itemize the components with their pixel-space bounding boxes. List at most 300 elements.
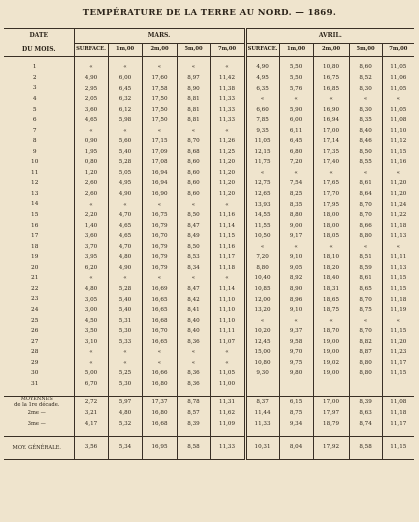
table-cell-avril: 8,61 (349, 179, 382, 190)
day-number: 12 (4, 179, 74, 190)
table-cell-avril: 11,18 (390, 296, 407, 303)
table-cell-avril: 5,76 (279, 84, 313, 95)
table-cell-mars: 8,60 (177, 158, 210, 169)
table-cell-mars: 8,81 (177, 95, 210, 106)
date-header-line2: DU MOIS. (22, 45, 56, 53)
table-cell-mars: 5,25 (108, 369, 142, 380)
table-cell-avril: 18,00 (313, 221, 349, 232)
table-cell-mars: 5,60 (108, 137, 142, 148)
table-cell-avril: 8,61 (349, 274, 382, 285)
table-cell-avril: « (313, 242, 349, 253)
day-number: 11 (4, 168, 74, 179)
table-cell-avril: 8,74 (349, 419, 382, 430)
table-cell-mars: 11,14 (210, 284, 245, 295)
average-label-text: 2me — (27, 410, 46, 417)
table-cell-mars: 16,66 (142, 369, 177, 380)
day-number: 21 (4, 274, 74, 285)
table-cell-mars: 17,50 (142, 95, 177, 106)
table-cell-mars: 8,40 (177, 327, 210, 338)
table-cell-avril (349, 379, 382, 390)
table-cell-mars: 6,45 (108, 84, 142, 95)
table-cell-avril: « (396, 169, 401, 176)
day-number: 7 (4, 126, 74, 137)
day-number: 17 (4, 232, 74, 243)
table-cell-mars: 11,25 (210, 147, 245, 158)
table-cell-mars: 3,56 (74, 437, 108, 460)
table-cell-mars: « (177, 63, 210, 74)
table-cell-mars: 5,30 (108, 327, 142, 338)
table-cell-avril: 8,90 (279, 284, 313, 295)
table-cell-avril: 17,14 (313, 137, 349, 148)
table-cell-mars: 5,31 (108, 316, 142, 327)
table-cell-mars: « (177, 348, 210, 359)
table-cell-mars: « (142, 348, 177, 359)
date-column-header (4, 29, 74, 57)
table-cell-mars: « (210, 348, 245, 359)
table-cell-mars: 17,08 (142, 158, 177, 169)
table-cell-mars: 4,17 (74, 419, 108, 430)
table-cell-mars: 3,60 (74, 105, 108, 116)
table-cell-mars: « (210, 358, 245, 369)
table-row (4, 232, 414, 243)
table-cell-avril: 11,15 (390, 275, 407, 282)
table-cell-mars: 2,60 (74, 179, 108, 190)
table-cell-mars: 11,05 (210, 369, 245, 380)
table-cell-avril: 8,37 (245, 396, 279, 408)
average-label (4, 419, 74, 430)
col-surface-mars: SURFACE. (74, 44, 108, 57)
table-row (4, 348, 414, 359)
table-cell-avril: 8,50 (349, 147, 382, 158)
table-cell-avril: 11,19 (390, 307, 407, 314)
table-row (4, 295, 414, 306)
table-cell-mars: 11,20 (210, 158, 245, 169)
table-cell-mars: 4,65 (108, 232, 142, 243)
table-cell-avril: 17,70 (313, 190, 349, 201)
table-cell-avril: 11,17 (390, 420, 407, 427)
table-row (4, 221, 414, 232)
table-cell-mars: 4,70 (108, 211, 142, 222)
table-cell-avril: 18,40 (313, 274, 349, 285)
table-cell-mars: 11,26 (210, 137, 245, 148)
table-cell-mars: 4,80 (108, 408, 142, 419)
table-cell-avril: 11,17 (390, 359, 407, 366)
table-cell-mars: « (74, 274, 108, 285)
day-number: 26 (4, 327, 74, 338)
table-cell-avril: 9,10 (279, 253, 313, 264)
table-cell-avril: 8,63 (349, 408, 382, 419)
table-cell-mars: 5,00 (74, 369, 108, 380)
table-cell-avril: « (245, 316, 279, 327)
table-cell-avril: « (396, 96, 401, 103)
table-cell-mars: 8,36 (177, 337, 210, 348)
table-cell-avril: 5,50 (279, 74, 313, 85)
table-cell-avril: 7,20 (279, 158, 313, 169)
table-cell-avril: 8,70 (349, 200, 382, 211)
table-cell-mars: 8,60 (177, 168, 210, 179)
table-cell-mars: 8,97 (177, 74, 210, 85)
table-cell-avril: 8,59 (349, 263, 382, 274)
table-row (4, 168, 414, 179)
day-number: 25 (4, 316, 74, 327)
day-number: 2 (4, 74, 74, 85)
table-cell-mars: 8,90 (177, 84, 210, 95)
table-cell-mars: 11,18 (210, 263, 245, 274)
table-cell-mars: 17,15 (142, 137, 177, 148)
table-row (4, 274, 414, 285)
table-cell-mars: 8,40 (177, 316, 210, 327)
table-cell-avril: 11,05 (390, 85, 407, 92)
day-number: 9 (4, 147, 74, 158)
table-cell-avril: 8,75 (349, 306, 382, 317)
table-cell-mars: 16,68 (142, 419, 177, 430)
table-cell-mars: 1,20 (74, 168, 108, 179)
table-cell-mars: 16,65 (142, 337, 177, 348)
table-cell-avril: 8,65 (349, 284, 382, 295)
table-cell-mars: 11,42 (210, 74, 245, 85)
table-cell-avril: 11,10 (390, 127, 407, 134)
table-cell-avril: « (245, 168, 279, 179)
table-cell-mars: 11,33 (210, 95, 245, 106)
table-cell-avril: 11,08 (382, 396, 414, 408)
table-cell-avril: 4,90 (245, 63, 279, 74)
table-cell-avril: 8,80 (245, 263, 279, 274)
table-cell-avril: 11,55 (245, 221, 279, 232)
table-cell-avril: 4,95 (245, 74, 279, 85)
table-row (4, 316, 414, 327)
table-cell-mars: 17,09 (142, 147, 177, 158)
table-cell-mars: 4,80 (108, 253, 142, 264)
page-title: TEMPÉRATURE DE LA TERRE AU NORD. — 1869. (82, 8, 337, 18)
table-cell-avril: « (396, 317, 401, 324)
table-cell-avril: 9,05 (279, 263, 313, 274)
table-cell-mars: 16,94 (142, 168, 177, 179)
table-cell-mars: « (177, 200, 210, 211)
table-row (4, 190, 414, 201)
table-cell-avril: 11,16 (390, 159, 407, 166)
table-cell-avril: 11,15 (390, 328, 407, 335)
table-cell-avril: 11,11 (390, 254, 407, 261)
table-cell-avril: 9,58 (279, 337, 313, 348)
table-cell-mars: 11,16 (210, 211, 245, 222)
table-cell-mars: 2,72 (74, 396, 108, 408)
month-header-mars: MARS. (74, 29, 245, 44)
table-cell-mars: « (177, 358, 210, 369)
table-cell-mars: 8,81 (177, 116, 210, 127)
table-cell-avril: 9,30 (245, 369, 279, 380)
table-cell-avril: « (313, 95, 349, 106)
table-cell-mars: 16,79 (142, 221, 177, 232)
table-cell-avril: 11,33 (245, 419, 279, 430)
table-cell-mars: « (142, 126, 177, 137)
average-label-text: 3me — (27, 421, 46, 428)
table-cell-avril: 9,00 (279, 221, 313, 232)
col-2m-avril: 2m,00 (313, 44, 349, 57)
table-cell-mars: 8,58 (177, 437, 210, 460)
table-cell-avril: 17,97 (313, 408, 349, 419)
table-cell-avril: 9,10 (279, 306, 313, 317)
table-cell-mars: 8,47 (177, 284, 210, 295)
table-cell-mars: 11,31 (210, 396, 245, 408)
table-cell-avril: 8,40 (349, 126, 382, 137)
table-cell-mars: 6,12 (108, 105, 142, 116)
table-row (4, 84, 414, 95)
table-cell-mars: 17,37 (142, 396, 177, 408)
table-cell-mars: 11,20 (210, 179, 245, 190)
table-cell-mars: 16,79 (142, 263, 177, 274)
table-cell-mars: « (142, 200, 177, 211)
table-cell-mars: 4,90 (108, 190, 142, 201)
table-cell-mars: « (210, 200, 245, 211)
table-cell-avril (313, 379, 349, 390)
table-cell-mars: 16,80 (142, 408, 177, 419)
table-cell-mars: 11,10 (210, 306, 245, 317)
table-cell-mars: « (210, 274, 245, 285)
table-cell-mars: 8,34 (177, 263, 210, 274)
table-cell-avril: 11,24 (390, 201, 407, 208)
table-cell-avril: 8,64 (349, 190, 382, 201)
table-cell-mars: 1,95 (74, 147, 108, 158)
day-number: 4 (4, 95, 74, 106)
table-cell-mars: 11,10 (210, 295, 245, 306)
table-cell-avril: 18,70 (313, 327, 349, 338)
table-cell-avril: 6,80 (279, 147, 313, 158)
table-cell-avril: 8,46 (349, 137, 382, 148)
table-cell-avril: 17,00 (313, 126, 349, 137)
table-cell-avril: 8,70 (349, 211, 382, 222)
table-cell-avril: 6,60 (245, 105, 279, 116)
table-cell-avril: 11,20 (390, 338, 407, 345)
table-cell-mars: 3,70 (74, 242, 108, 253)
table-cell-avril: 18,20 (313, 263, 349, 274)
table-cell-avril: 10,40 (245, 274, 279, 285)
table-cell-mars: 6,32 (108, 95, 142, 106)
day-number: 22 (4, 284, 74, 295)
table-row (4, 358, 414, 369)
table-cell-mars: 6,20 (74, 263, 108, 274)
table-cell-avril: 16,90 (313, 105, 349, 116)
table-cell-mars: 11,62 (210, 408, 245, 419)
day-number: 3 (4, 84, 74, 95)
table-cell-avril: 8,96 (279, 295, 313, 306)
table-cell-mars: 4,65 (74, 116, 108, 127)
table-cell-avril: « (279, 316, 313, 327)
table-cell-avril: 11,06 (390, 75, 407, 82)
average-row (4, 408, 414, 419)
table-cell-avril: 18,65 (313, 295, 349, 306)
table-row (4, 63, 414, 74)
table-cell-mars: 6,00 (108, 74, 142, 85)
table-cell-avril: 13,93 (245, 200, 279, 211)
table-cell-avril: 12,45 (245, 337, 279, 348)
table-cell-mars: 11,14 (210, 221, 245, 232)
general-average-label: MOY. GÉNÉRALE. (4, 437, 74, 460)
table-row (4, 179, 414, 190)
col-surface-avril: SURFACE. (245, 44, 279, 57)
average-label (4, 396, 74, 408)
table-cell-avril: 19,00 (313, 337, 349, 348)
table-cell-avril: 19,00 (313, 348, 349, 359)
table-cell-avril: 17,92 (313, 437, 349, 460)
table-cell-mars: 4,90 (74, 74, 108, 85)
table-cell-mars: 16,65 (142, 306, 177, 317)
table-cell-mars: « (74, 126, 108, 137)
table-cell-avril: 9,75 (279, 358, 313, 369)
table-cell-mars: 5,28 (108, 158, 142, 169)
table-cell-mars: 3,00 (74, 306, 108, 317)
table-row (4, 158, 414, 169)
table-cell-avril: 5,90 (279, 105, 313, 116)
table-cell-mars: 0,80 (74, 158, 108, 169)
table-cell-mars: 6,70 (74, 379, 108, 390)
table-cell-mars: 11,33 (210, 105, 245, 116)
table-cell-avril: « (313, 168, 349, 179)
table-cell-avril: 6,15 (279, 396, 313, 408)
table-cell-mars: « (108, 274, 142, 285)
table-cell-mars: 2,05 (74, 95, 108, 106)
table-cell-avril: « (349, 95, 382, 106)
temperature-table (4, 28, 414, 460)
table-cell-avril: 18,79 (313, 419, 349, 430)
table-cell-mars: 11,10 (210, 316, 245, 327)
table-row (4, 116, 414, 127)
table-cell-avril: 16,94 (313, 116, 349, 127)
table-cell-mars: 11,07 (210, 337, 245, 348)
table-cell-mars: 2,20 (74, 211, 108, 222)
table-cell-mars: 8,49 (177, 232, 210, 243)
table-cell-mars: 16,94 (142, 179, 177, 190)
col-5m-mars: 5m,00 (177, 44, 210, 57)
table-cell-avril: 12,75 (245, 179, 279, 190)
table-cell-avril: 17,65 (313, 179, 349, 190)
table-cell-avril: 11,22 (390, 212, 407, 219)
table-cell-mars: 8,36 (177, 379, 210, 390)
table-cell-avril: 8,80 (349, 369, 382, 380)
table-cell-avril: 16,75 (313, 74, 349, 85)
table-cell-mars: 8,78 (177, 396, 210, 408)
table-cell-mars: 8,57 (177, 408, 210, 419)
table-cell-avril: 8,80 (349, 232, 382, 243)
table-cell-avril: 11,12 (390, 138, 407, 145)
table-cell-mars: 8,36 (177, 369, 210, 380)
day-number: 5 (4, 105, 74, 116)
table-cell-mars: 8,50 (177, 242, 210, 253)
table-cell-mars: 16,70 (142, 232, 177, 243)
table-cell-mars: « (108, 126, 142, 137)
day-number: 15 (4, 211, 74, 222)
table-cell-mars: 11,00 (210, 379, 245, 390)
table-cell-mars: « (108, 63, 142, 74)
table-row (4, 137, 414, 148)
table-cell-mars: 11,09 (210, 419, 245, 430)
table-cell-mars: 8,42 (177, 295, 210, 306)
table-cell-avril: 17,35 (313, 147, 349, 158)
table-body (4, 57, 414, 460)
table-cell-avril: « (279, 95, 313, 106)
table-cell-mars: « (210, 63, 245, 74)
table-cell-mars: 5,40 (108, 306, 142, 317)
table-cell-mars: « (74, 200, 108, 211)
average-row (4, 419, 414, 430)
month-header-avril: AVRIL. (245, 29, 414, 44)
day-number: 20 (4, 263, 74, 274)
table-cell-avril: 8,30 (349, 84, 382, 95)
table-cell-avril: 6,00 (279, 116, 313, 127)
day-number: 19 (4, 253, 74, 264)
table-cell-mars: 17,50 (142, 105, 177, 116)
table-cell-mars: 4,70 (108, 242, 142, 253)
table-cell-avril: « (349, 242, 382, 253)
table-cell-avril: 6,11 (279, 126, 313, 137)
table-cell-mars: 5,34 (108, 437, 142, 460)
table-cell-mars: « (142, 274, 177, 285)
table-cell-avril: 10,85 (245, 284, 279, 295)
table-row (4, 306, 414, 317)
table-cell-avril: 11,05 (390, 106, 407, 113)
table-cell-mars: 16,65 (142, 295, 177, 306)
table-cell-avril: 11,18 (390, 409, 407, 416)
table-cell-avril: 8,80 (349, 358, 382, 369)
table-cell-avril: 11,18 (390, 222, 407, 229)
table-cell-avril: 15,00 (245, 348, 279, 359)
table-cell-avril: 8,04 (279, 437, 313, 460)
table-cell-mars: 8,70 (177, 137, 210, 148)
table-cell-mars: 11,20 (210, 190, 245, 201)
table-row (4, 200, 414, 211)
table-row (4, 147, 414, 158)
table-cell-avril: « (349, 168, 382, 179)
table-cell-mars: « (74, 63, 108, 74)
table-cell-mars: 17,58 (142, 84, 177, 95)
table-cell-mars: 11,11 (210, 327, 245, 338)
table-cell-avril: 11,15 (382, 437, 414, 460)
day-number: 23 (4, 295, 74, 306)
table-cell-mars: 4,65 (108, 221, 142, 232)
table-cell-avril: 11,05 (390, 64, 407, 71)
table-cell-avril: 9,37 (279, 327, 313, 338)
table-cell-mars: 17,60 (142, 74, 177, 85)
table-cell-mars: 16,70 (142, 327, 177, 338)
table-cell-mars: 0,90 (74, 137, 108, 148)
table-cell-avril: 8,87 (349, 348, 382, 359)
average-label-text: de la 1re décade. (14, 401, 60, 408)
table-cell-avril: 8,66 (349, 221, 382, 232)
table-cell-avril: 11,75 (245, 158, 279, 169)
table-cell-mars: 16,68 (142, 316, 177, 327)
table-cell-avril: 17,95 (313, 200, 349, 211)
table-cell-avril (279, 379, 313, 390)
table-row (4, 211, 414, 222)
table-cell-mars: 4,90 (108, 263, 142, 274)
table-cell-avril: 8,92 (279, 274, 313, 285)
table-cell-avril: 18,31 (313, 284, 349, 295)
table-cell-avril: « (245, 95, 279, 106)
table-cell-mars: 8,60 (177, 190, 210, 201)
day-number: 16 (4, 221, 74, 232)
table-cell-avril: 12,00 (245, 295, 279, 306)
table-cell-avril: 8,39 (349, 396, 382, 408)
table-cell-mars: « (108, 358, 142, 369)
table-cell-mars: 16,79 (142, 253, 177, 264)
table-cell-avril: 19,00 (313, 369, 349, 380)
date-header-line1: DATE (29, 31, 49, 39)
table-cell-avril: « (279, 168, 313, 179)
table-cell-avril: 9,34 (279, 419, 313, 430)
table-row (4, 337, 414, 348)
table-cell-avril: 10,80 (245, 358, 279, 369)
table-cell-mars: 5,40 (108, 147, 142, 158)
table-cell-mars: 2,95 (74, 84, 108, 95)
